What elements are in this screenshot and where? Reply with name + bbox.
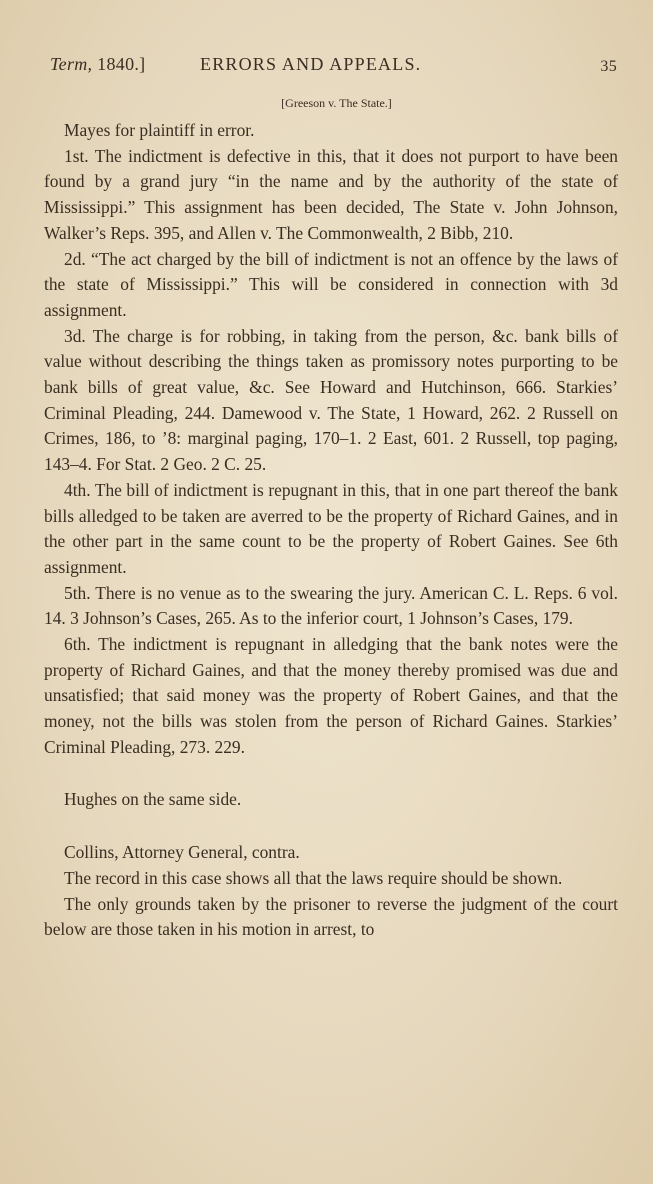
page-number: 35 (600, 58, 617, 75)
case-caption: [Greeson v. The State.] (281, 96, 392, 110)
paragraph-assignment-2: 2d. “The act charged by the bill of indictment is not an offence by the laws of the state of Mississippi.” This will be considered in connection with 3d assignment. (44, 248, 618, 320)
header-year: 1840.] (97, 54, 146, 74)
paragraph-counsel: Mayes for plaintiff in error. (64, 120, 255, 140)
header-title: ERRORS AND APPEALS. (200, 54, 422, 74)
paragraph-assignment-6: 6th. The indictment is repugnant in alledging that the bank notes were the property of Richard Gaines, and that the money thereby promised was due and unsatisfied; that said money was the property of Robert Gaines, and that the money, not the bills was stolen from the person of Richard Gaines. Starkies’ Criminal Pleading, 273. 229. (44, 634, 618, 757)
paragraph-assignment-5: 5th. There is no venue as to the swearing the jury. American C. L. Reps. 6 vol. 14. 3 Johnson’s Cases, 265. As to the inferior court, 1 Johnson’s Cases, 179. (44, 582, 618, 629)
header-term (50, 54, 145, 75)
paragraph-grounds: The only grounds taken by the prisoner to reverse the judgment of the court below are those taken in his motion in arrest, to (44, 893, 618, 940)
running-header (50, 54, 617, 78)
paragraph-hughes: Hughes on the same side. (64, 788, 242, 809)
paragraph-collins: Collins, Attorney General, contra. (64, 842, 300, 863)
page-body (44, 118, 618, 943)
header-term-word: Term, (50, 54, 93, 74)
paragraph-record: The record in this case shows all that the laws require should be shown. (64, 867, 563, 888)
paragraph-assignment-3: 3d. The charge is for robbing, in taking from the person, &c. bank bills of value without describing the things taken as promissory notes purporting to be bank bills of great value, &c. See Howard and Hutchinson, 666. Starkies’ Criminal Pleading, 244. Damewood v. The State, 1 Howard, 262. 2 Russell on Crimes, 186, to ’8: marginal paging, 170–1. 2 East, 601. 2 Russell, top paging, 143–4. For Stat. 2 Geo. 2 C. 25. (44, 325, 618, 475)
paragraph-assignment-4: 4th. The bill of indictment is repugnant in this, that in one part thereof the bank bills alledged to be taken are averred to be the property of Richard Gaines, and in the other part in the same count to be the property of Robert Gaines. See 6th assignment. (44, 479, 618, 577)
paragraph-assignment-1: 1st. The indictment is defective in this, that it does not purport to have been found by a grand jury “in the name and by the authority of the state of Mississippi.” This assignment has been decided, The State v. John Johnson, Walker’s Reps. 395, and Allen v. The Commonwealth, 2 Bibb, 210. (44, 145, 618, 243)
